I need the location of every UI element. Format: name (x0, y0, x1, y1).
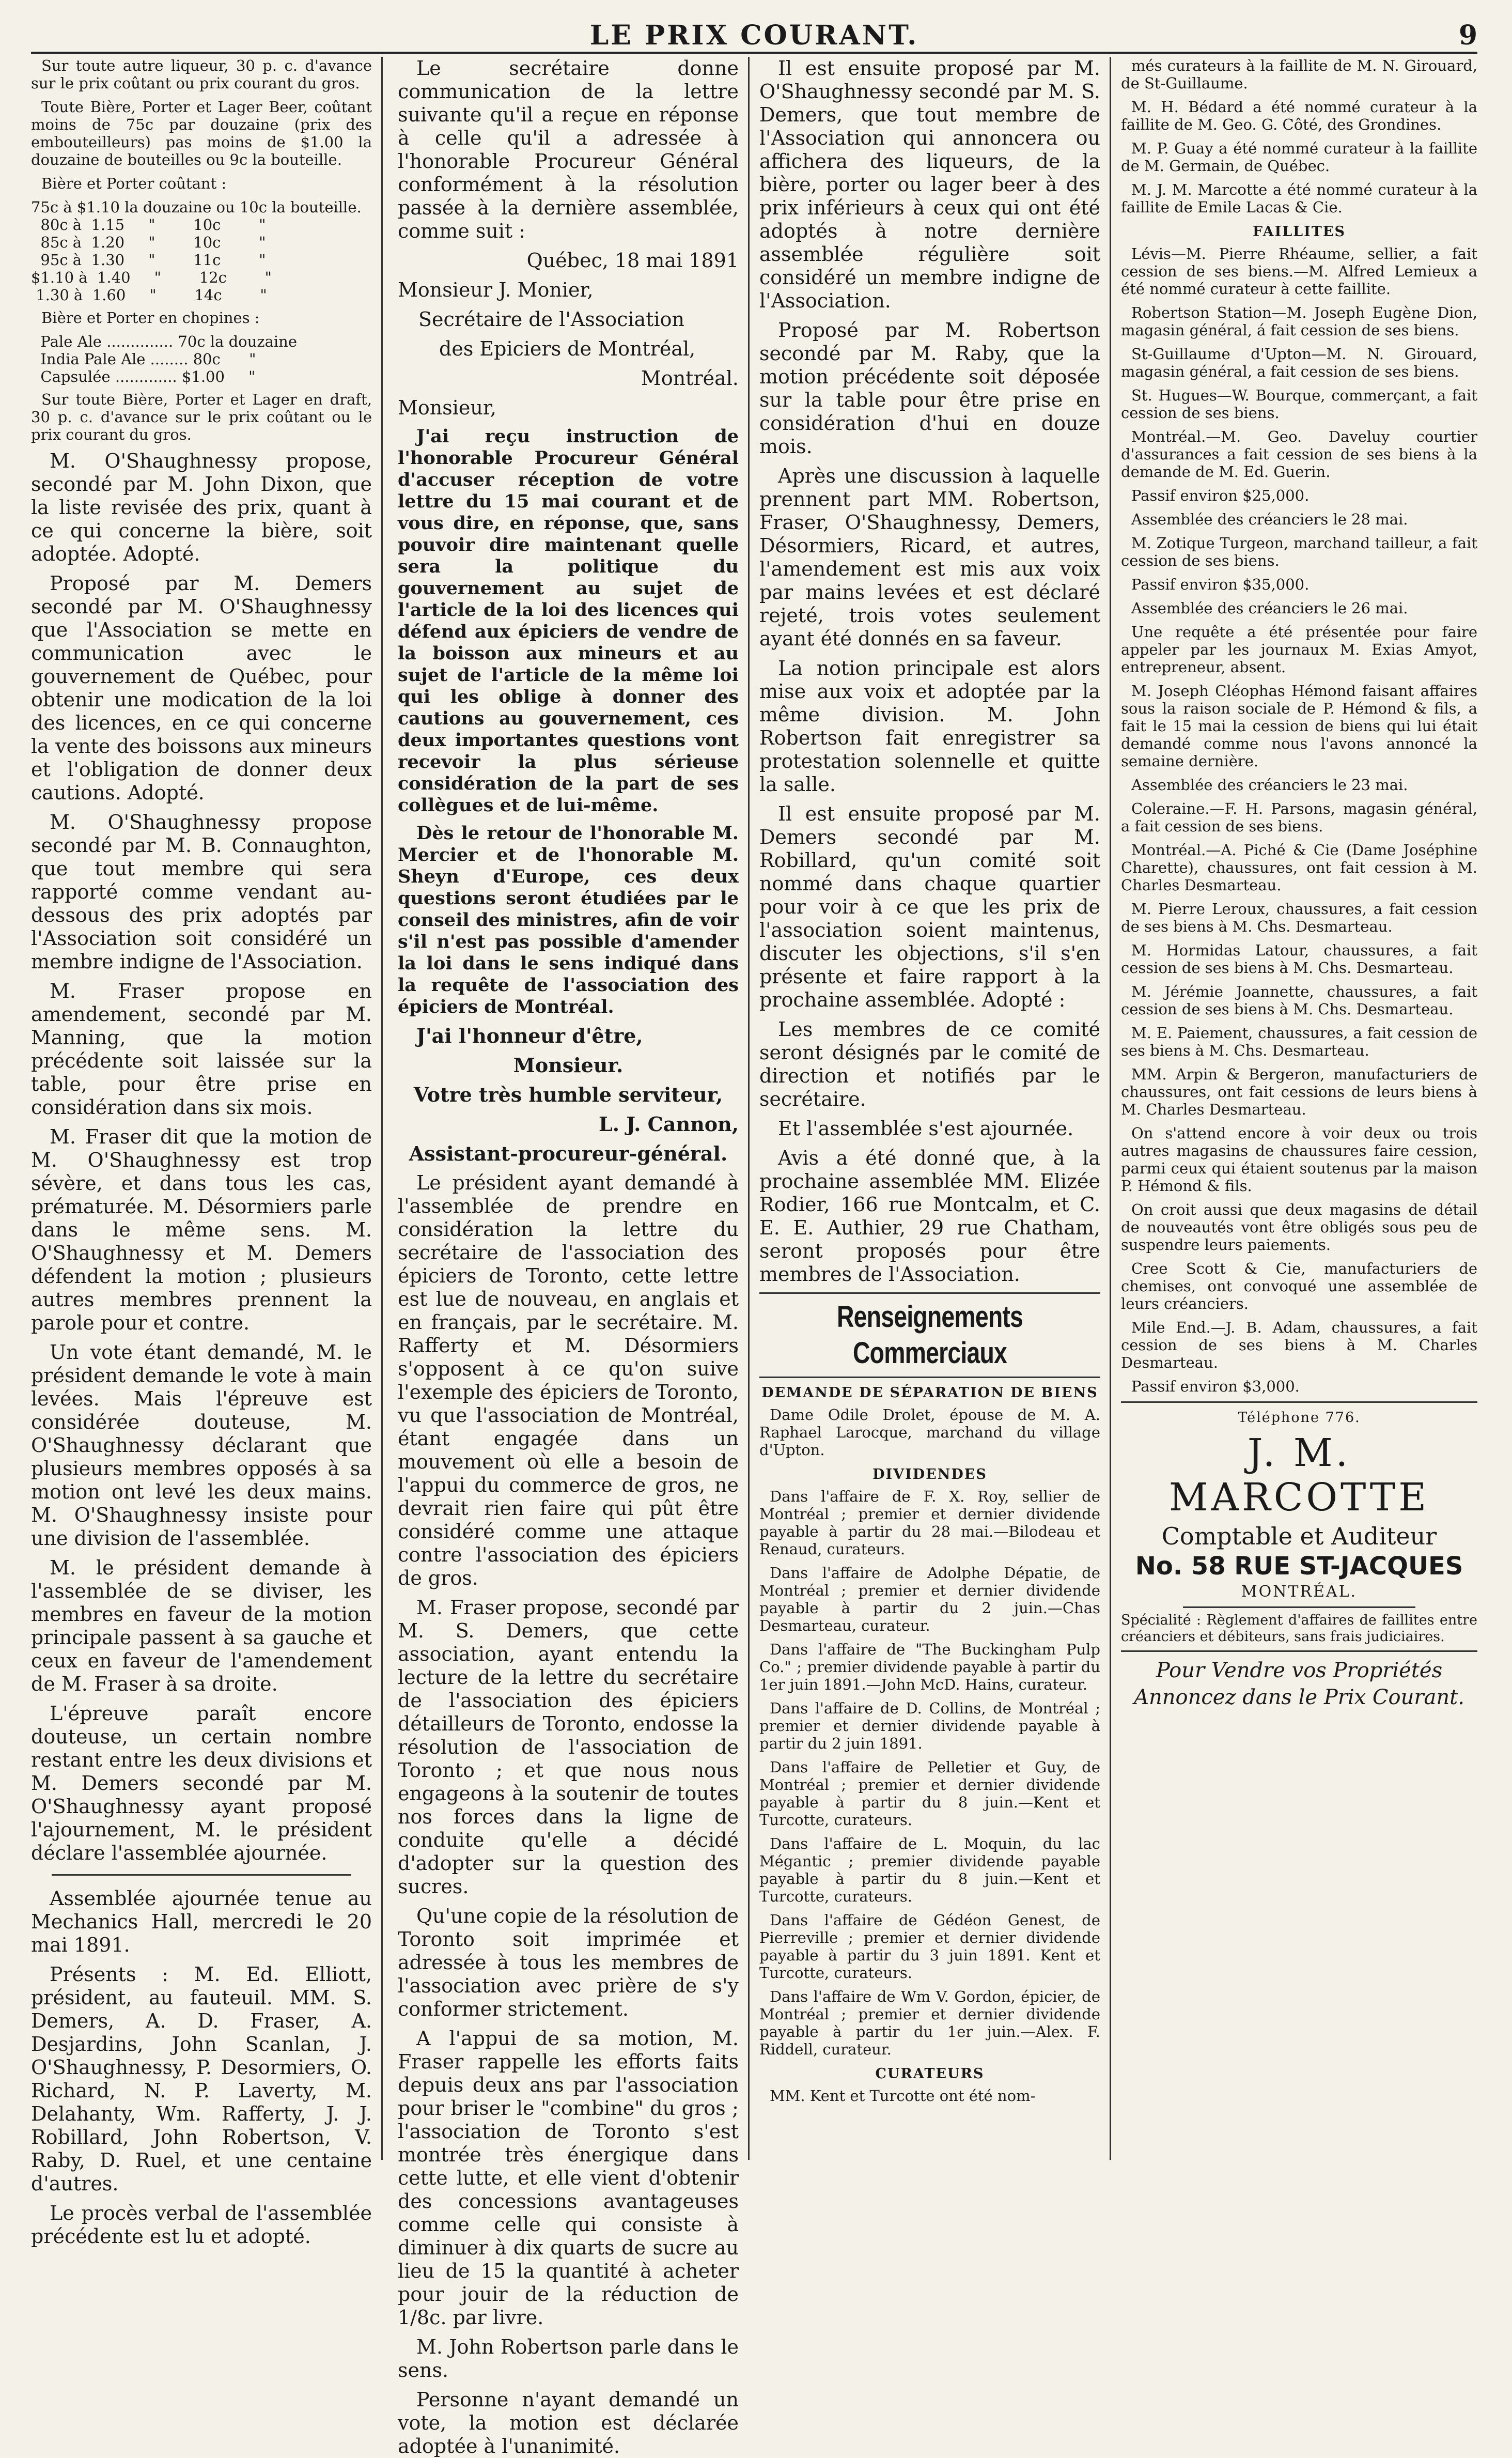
notice: St-Guillaume d'Upton—M. N. Girouard, magasin général, a fait cession de ses biens. (1121, 345, 1477, 380)
ad-phone: Téléphone 776. (1238, 1410, 1361, 1426)
paragraph: Assemblée ajournée tenue au Mechanics Hall, mercredi le 20 mai 1891. (31, 1887, 372, 1956)
ad-address: No. 58 RUE ST-JACQUES (1135, 1552, 1463, 1581)
page-header (31, 16, 1477, 54)
notice: Passif environ $25,000. (1131, 487, 1310, 504)
price-intro-1: Sur toute autre liqueur, 30 p. c. d'avance sur le prix coûtant ou prix courant du gros. (31, 57, 372, 92)
column-rule (1110, 57, 1111, 2160)
divider (1121, 1650, 1477, 1652)
letter-address: Secrétaire de l'Association (418, 308, 684, 331)
notice: On s'attend encore à voir deux ou trois autres magasins de chaussures faire cession, parmi ceux qui étaient soutenus par la maison P. Hémond & fils. (1121, 1124, 1477, 1195)
column-4 (1121, 57, 1477, 2165)
notice: MM. Kent et Turcotte ont été nom- (770, 2087, 1036, 2105)
notice: més curateurs à la faillite de M. N. Girouard, de St-Guillaume. (1121, 57, 1477, 92)
draft-rule: Sur toute Bière, Porter et Lager en draft, 30 p. c. d'avance sur le prix coûtant ou le prix courant du gros. (31, 391, 372, 443)
notice: M. Jérémie Joannette, chaussures, a fait cession de ses biens à M. Chs. Desmarteau. (1121, 983, 1477, 1018)
ad-city: MONTRÉAL. (1241, 1583, 1358, 1601)
notice: Assemblée des créanciers le 28 mai. (1131, 511, 1408, 528)
paragraph: Avis a été donné que, à la prochaine assemblée MM. Elizée Rodier, 166 rue Montcalm, et C. E. E. Authier, 29 rue Chatham, seront proposés pour être membres de l'Association. (759, 1147, 1100, 1286)
subheading: CURATEURS (875, 2066, 985, 2082)
notice: Dans l'affaire de "The Buckingham Pulp Co." ; premier dividende payable à partir du 1er juin 1891.—John McD. Hains, curateur. (759, 1641, 1100, 1693)
paragraph: Après une discussion à laquelle prennent part MM. Robertson, Fraser, O'Shaughnessy, Demers, Désormiers, Ricard, et autres, l'amendement est mis aux voix par mains levées et est déclaré rejeté, trois votes seulement ayant été donnés en sa faveur. (759, 465, 1100, 650)
section-title: Renseignements Commerciaux (836, 1300, 1023, 1370)
paragraph: Personne n'ayant demandé un vote, la motion est déclarée adoptée à l'unanimité. (398, 2388, 739, 2457)
notice: Dans l'affaire de Adolphe Dépatie, de Montréal ; premier et dernier dividende payable à partir du 2 juin.—Chas Desmarteau, curateur. (759, 1564, 1100, 1634)
chopine-head: Bière et Porter en chopines : (41, 309, 260, 327)
notice: Dame Odile Drolet, épouse de M. A. Raphael Larocque, marchand du village d'Upton. (759, 1406, 1100, 1459)
paragraph: Le procès verbal de l'assemblée précédente est lu et adopté. (31, 2202, 372, 2248)
ad-role: Comptable et Auditeur (1161, 1522, 1437, 1550)
letter-salutation: Monsieur, (398, 396, 496, 419)
notice: Dans l'affaire de Wm V. Gordon, épicier, de Montréal ; premier et dernier dividende payable à partir du 1er juin.—Alex. F. Riddell, curateur. (759, 1988, 1100, 2058)
notice: M. Hormidas Latour, chaussures, a fait cession de ses biens à M. Chs. Desmarteau. (1121, 941, 1477, 977)
paragraph: Le secrétaire donne communication de la lettre suivante qu'il a reçue en réponse à celle qu'il a adressée à l'honorable Procureur Général conformément à la résolution passée à la dernière assemblée, comme suit : (398, 57, 739, 242)
newspaper-title: LE PRIX COURANT. (589, 20, 919, 51)
price-row: 80c à 1.15 " 10c " (31, 216, 266, 234)
notice: M. Pierre Leroux, chaussures, a fait cession de ses biens à M. Chs. Desmarteau. (1121, 900, 1477, 935)
paragraph: Il est ensuite proposé par M. Demers secondé par M. Robillard, qu'un comité soit nommé dans chaque quartier pour voir à ce que les prix de l'association soient maintenus, discuter les objections, s'il s'en présente et faire rapport à la prochaine assemblée. Adopté : (759, 802, 1100, 1011)
notice: Une requête a été présentée pour faire appeler par les journaux M. Exias Amyot, entrepreneur, absent. (1121, 623, 1477, 676)
paragraph: L'épreuve paraît encore douteuse, un certain nombre restant entre les deux divisions et M. Demers secondé par M. O'Shaughnessy ayant proposé l'ajournement, M. le président déclare l'assemblée ajournée. (31, 1702, 372, 1864)
notice: Passif environ $3,000. (1131, 1378, 1300, 1395)
paragraph: M. John Robertson parle dans le sens. (398, 2336, 739, 2382)
marcotte-advertisement (1121, 1408, 1477, 1645)
paragraph: M. le président demande à l'assemblée de se diviser, les membres en faveur de la motion principale passent à sa gauche et ceux en faveur de l'amendement de M. Fraser à sa droite. (31, 1556, 372, 1695)
letter-dateline: Québec, 18 mai 1891 (526, 249, 739, 272)
subheading: DIVIDENDES (872, 1466, 987, 1482)
paragraph: Présents : M. Ed. Elliott, président, au fauteuil. MM. S. Demers, A. D. Fraser, A. Desjardins, John Scanlan, J. O'Shaughnessy, P. Desormiers, O. Richard, N. P. Laverty, M. Delahanty, Wm. Rafferty, J. J. Robillard, John Robertson, V. Raby, D. Ruel, et une centaine d'autres. (31, 1963, 372, 2195)
column-2 (398, 57, 739, 2457)
notice: M. Joseph Cléophas Hémond faisant affaires sous la raison sociale de P. Hémond & fils, a fait le 15 mai la cession de biens qui lui était demandé comme nous l'avons annoncé la semaine dernière. (1121, 682, 1477, 770)
paragraph: M. O'Shaughnessy propose secondé par M. B. Connaughton, que tout membre qui sera rapporté comme vendant au-dessous des prix adoptés par l'Association soit considéré un membre indigne de l'Association. (31, 811, 372, 973)
paragraph: Proposé par M. Demers secondé par M. O'Shaughnessy que l'Association se mette en communication avec le gouvernement de Québec, pour obtenir une modication de la loi des licences, en ce qui concerne la vente des boissons aux mineurs et l'obligation de donner deux cautions. Adopté. (31, 572, 372, 804)
paragraph: Un vote étant demandé, M. le président demande le vote à main levées. Mais l'épreuve est considérée douteuse, M. O'Shaughnessy déclarant que plusieurs membres opposés à sa motion ont levé les deux mains. M. O'Shaughnessy insiste pour une division de l'assemblée. (31, 1341, 372, 1550)
ad-name: J. M. MARCOTTE (1168, 1431, 1430, 1520)
notice: Dans l'affaire de Gédéon Genest, de Pierreville ; premier et dernier dividende payable à partir du 3 juin 1891. Kent et Turcotte, curateurs. (759, 1911, 1100, 1982)
notice: Robertson Station—M. Joseph Eugène Dion, magasin général, á fait cession de ses biens. (1121, 304, 1477, 339)
letter-body: Dès le retour de l'honorable M. Mercier et de l'honorable M. Sheyn d'Europe, ces deux questions seront étudiées par le conseil des ministres, afin de voir s'il n'est pas possible d'amender la loi dans le sens indiqué dans la requête de l'association des épiciers de Montréal. (398, 823, 739, 1017)
price-row: $1.10 à 1.40 " 12c " (31, 269, 272, 286)
notice: Coleraine.—F. H. Parsons, magasin général, a fait cession de ses biens. (1121, 800, 1477, 835)
divider (52, 1874, 351, 1876)
promo-line: Pour Vendre vos Propriétés (1156, 1659, 1443, 1682)
paragraph: A l'appui de sa motion, M. Fraser rappelle les efforts faits depuis deux ans par l'association pour briser le "combine" du gros ; l'association de Toronto s'est montrée très énergique dans cette lutte, et elle vient d'obtenir des concessions avantageuses comme celle qui consiste à diminuer à dix quarts de sucre au lieu de 15 la quantité à acheter pour jouir de la réduction de 1/8c. par livre. (398, 2027, 739, 2329)
chopine-row: Capsulée ............. $1.00 " (31, 368, 256, 385)
price-list (31, 57, 372, 443)
price-intro-2: Toute Bière, Porter et Lager Beer, coûtant moins de 75c par douzaine (prix des embouteilleurs) pas moins de $1.00 la douzaine de bouteilles ou 9c la bouteille. (31, 98, 372, 168)
column-1 (31, 57, 372, 2248)
notice: Mile End.—J. B. Adam, chaussures, a fait cession de ses biens à M. Charles Desmarteau. (1121, 1319, 1477, 1371)
ad-specialty: Spécialité : Règlement d'affaires de faillites entre créanciers et débiteurs, sans frais judiciaires. (1121, 1612, 1477, 1645)
chopine-row: India Pale Ale ........ 80c " (31, 350, 256, 368)
price-row: 1.30 à 1.60 " 14c " (31, 286, 267, 304)
letter-body: J'ai reçu instruction de l'honorable Procureur Général d'accuser réception de votre lettre du 15 mai courant et de vous dire, en réponse, que, sans pouvoir dire maintenant quelle sera la politique du gouvernement au sujet de l'article de la loi des licences qui défend aux épiciers de vendre de la boisson aux mineurs et au sujet de l'article de la même loi qui les oblige à donner des cautions au gouvernement, ces deux importantes questions vont recevoir la plus sérieuse considération de la part de ses collègues et de lui-même. (398, 426, 739, 816)
letter-address: Monsieur J. Monier, (398, 279, 594, 301)
paragraph: La notion principale est alors mise aux voix et adoptée par la même division. M. John Robertson fait enregistrer sa protestation solennelle et quitte la salle. (759, 657, 1100, 796)
divider (1121, 1401, 1477, 1403)
notice: M. E. Paiement, chaussures, a fait cession de ses biens à M. Chs. Desmarteau. (1121, 1024, 1477, 1059)
divider (1183, 1606, 1415, 1608)
letter-address: Montréal. (641, 367, 739, 390)
notice: Cree Scott & Cie, manufacturiers de chemises, ont convoqué une assemblée de leurs créanciers. (1121, 1260, 1477, 1312)
chopine-row: Pale Ale .............. 70c la douzaine (31, 333, 297, 350)
notice: Montréal.—M. Geo. Daveluy courtier d'assurances a fait cession de ses biens à la demande de M. Ed. Guerin. (1121, 428, 1477, 481)
subheading: DEMANDE DE SÉPARATION DE BIENS (761, 1385, 1098, 1401)
notice: St. Hugues—W. Bourque, commerçant, a fait cession de ses biens. (1121, 387, 1477, 422)
paragraph: Qu'une copie de la résolution de Toronto soit imprimée et adressée à tous les membres de l'association avec prière de s'y conformer strictement. (398, 1905, 739, 2020)
promo-line: Annoncez dans le Prix Courant. (1134, 1686, 1464, 1709)
paragraph: Et l'assemblée s'est ajournée. (778, 1117, 1074, 1140)
paragraph: M. O'Shaughnessy propose, secondé par M. John Dixon, que la liste revisée des prix, quant à ce qui concerne la bière, soit adoptée. Adopté. (31, 450, 372, 565)
paragraph: Le président ayant demandé à l'assemblée de prendre en considération la lettre du secrétaire de l'association des épiciers de Toronto, cette lettre est lue de nouveau, en anglais et en français, par le secrétaire. M. Rafferty et M. Désormiers s'opposent à ce qu'on suive l'exemple des épiciers de Toronto, vu que l'association de Montréal, étant engagée dans un mouvement où elle a besoin de l'appui du commerce de gros, ne devrait rien faire qui pût être considéré comme une attaque contre l'association des épiciers de gros. (398, 1171, 739, 1589)
notice: M. Zotique Turgeon, marchand tailleur, a fait cession de ses biens. (1121, 534, 1477, 569)
notice: Assemblée des créanciers le 26 mai. (1131, 599, 1408, 617)
letter-closing: Monsieur. (513, 1054, 623, 1077)
price-row: 75c à $1.10 la douzaine ou 10c la bouteille. (31, 198, 362, 216)
notice: Dans l'affaire de D. Collins, de Montréal ; premier et dernier dividende payable à partir du 2 juin 1891. (759, 1699, 1100, 1752)
notice: Lévis—M. Pierre Rhéaume, sellier, a fait cession de ses biens.—M. Alfred Lemieux a été nommé curateur à cette faillite. (1121, 245, 1477, 298)
letter-closing: J'ai l'honneur d'être, (416, 1024, 643, 1047)
paragraph: Il est ensuite proposé par M. O'Shaughnessy secondé par M. S. Demers, que tout membre de l'Association qui annoncera ou affichera des liqueurs, de la bière, porter ou lager beer à des prix inférieurs à ceux qui ont été adoptés à notre dernière assemblée régulière soit considéré un membre indigne de l'Association. (759, 57, 1100, 312)
notice: Dans l'affaire de F. X. Roy, sellier de Montréal ; premier et dernier dividende payable à partir du 28 mai.—Bilodeau et Renaud, curateurs. (759, 1488, 1100, 1558)
notice: Montréal.—A. Piché & Cie (Dame Joséphine Charette), chaussures, ont fait cession à M. Charles Desmarteau. (1121, 841, 1477, 894)
notice: M. H. Bédard a été nommé curateur à la faillite de M. Geo. G. Côté, des Grondines. (1121, 98, 1477, 133)
column-3 (759, 57, 1100, 2165)
divider (759, 1377, 1100, 1378)
notice: Assemblée des créanciers le 23 mai. (1131, 776, 1408, 794)
paragraph: M. Fraser propose en amendement, secondé par M. Manning, que la motion précédente soit laissée sur la table, pour être prise en considération dans six mois. (31, 980, 372, 1119)
letter-signature: L. J. Cannon, (599, 1112, 739, 1136)
notice: Dans l'affaire de Pelletier et Guy, de Montréal ; premier et dernier dividende payable à partir du 8 juin.—Kent et Turcotte, curateurs. (759, 1758, 1100, 1829)
letter-address: des Epiciers de Montréal, (439, 337, 696, 360)
notice: MM. Arpin & Bergeron, manufacturiers de chaussures, ont fait cessions de leurs biens à M. Charles Desmarteau. (1121, 1065, 1477, 1118)
paragraph: M. Fraser propose, secondé par M. S. Demers, que cette association, ayant entendu la lecture de la lettre du secrétaire de l'association des épiciers détailleurs de Toronto, endosse la résolution de l'association de Toronto ; et que nous nous engageons à la soutenir de toutes nos forces dans la ligne de conduite qu'elle a décidé d'adopter sur la question des sucres. (398, 1596, 739, 1898)
notice: M. J. M. Marcotte a été nommé curateur à la faillite de Emile Lacas & Cie. (1121, 181, 1477, 216)
column-rule (748, 57, 750, 2160)
divider (759, 1292, 1100, 1294)
column-rule (381, 57, 383, 2160)
paragraph: Les membres de ce comité seront désignés par le comité de direction et notifiés par le secrétaire. (759, 1018, 1100, 1110)
paragraph: M. Fraser dit que la motion de M. O'Shaughnessy est trop sévère, et dans tous les cas, prématurée. M. Désormiers parle dans le même sens. M. O'Shaughnessy et M. Demers défendent la motion ; plusieurs autres membres prennent la parole pour et contre. (31, 1125, 372, 1334)
paragraph: Proposé par M. Robertson secondé par M. Raby, que la motion précédente soit déposée sur la table pour être prise en considération d'hui en douze mois. (759, 319, 1100, 458)
letter-closing: Votre très humble serviteur, (413, 1083, 723, 1106)
page-number: 9 (1458, 20, 1477, 51)
subheading: FAILLITES (1253, 224, 1346, 240)
price-row: 95c à 1.30 " 11c " (31, 251, 266, 269)
letter-signature-title: Assistant-procureur-général. (409, 1142, 728, 1165)
price-head: Bière et Porter coûtant : (41, 175, 227, 192)
notice: M. P. Guay a été nommé curateur à la faillite de M. Germain, de Québec. (1121, 140, 1477, 175)
notice: On croit aussi que deux magasins de détail de nouveautés vont être obligés sous peu de suspendre leurs paiements. (1121, 1201, 1477, 1254)
price-row: 85c à 1.20 " 10c " (31, 234, 266, 251)
notice: Passif environ $35,000. (1131, 576, 1310, 593)
notice: Dans l'affaire de L. Moquin, du lac Mégantic ; premier dividende payable payable à partir du 8 juin.—Kent et Turcotte, curateurs. (759, 1835, 1100, 1905)
